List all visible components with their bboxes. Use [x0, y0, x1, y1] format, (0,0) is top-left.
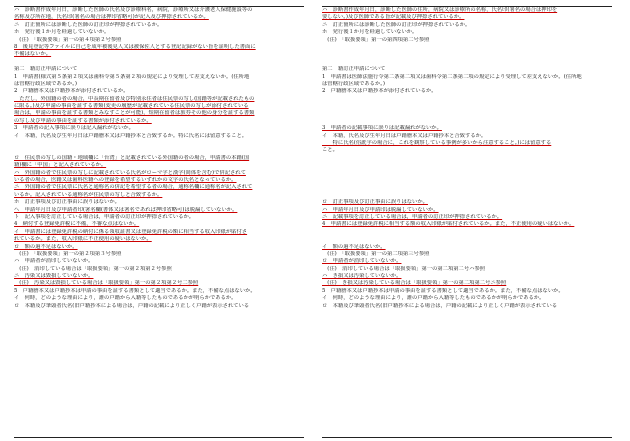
- right-line-text: (注) 消印している場合は「取扱要領」第一の第二項第二号ハ参照: [322, 265, 486, 272]
- left-line: [14, 162, 304, 169]
- right-line: [322, 192, 612, 199]
- right-line-text: イ 何時，どのような理由により，誰の戸籍から入籍等したものであるかが明らかであるか。: [322, 295, 545, 302]
- left-line: [14, 29, 304, 36]
- right-line: [322, 258, 612, 265]
- left-line: [14, 103, 304, 110]
- left-line-text: 場合は，申請の事由を証する書類とみなすことが可能)，短期在留者は旅券その他の身分を証する書類: [14, 110, 255, 117]
- left-line: [14, 288, 304, 295]
- right-line-text: ロ 本籍及び筆頭者氏名(旧戸籍抄本による場合は，戸籍の記載により正しく戸籍が表示されている: [322, 302, 558, 309]
- right-line: [322, 236, 612, 243]
- right-line: [322, 170, 612, 177]
- left-line-text: ニ 訂正箇所には診断した医師の訂正印が押捺されているか。: [14, 21, 163, 28]
- left-line: [14, 295, 304, 302]
- right-line-text: 1 申請書は医師法施行令第二条第二項又は歯科令第二条第二項の規定により受理して差支えないか。(住所地: [322, 73, 582, 80]
- left-line: [14, 303, 304, 310]
- left-line-text: (注) 汚染又は毀損している場合は「取扱要領」第一の第２項第２号二参照: [14, 280, 199, 287]
- left-line-text: ニ 汚染又は毀損していないか。: [14, 273, 94, 280]
- left-line: [14, 147, 304, 154]
- left-line-text: 3 申請者の記入事項に誤りは記入漏れがないか。: [14, 125, 134, 132]
- left-line: [14, 7, 304, 14]
- right-line-text: 3 申請者の記載事項に誤りは記載漏れがないか。: [322, 125, 442, 132]
- right-line: [322, 147, 612, 154]
- right-line: [322, 59, 612, 66]
- right-line-text: 2 戸籍謄本又は戸籍抄本が添付されているか。: [322, 88, 437, 95]
- left-line-text: ハ 診断書作成年月日，診断した医師の氏名及び診療科名，病院，診療所又は介護老人保健施設等の: [14, 7, 253, 13]
- left-line-text: ホ 発行後１か月を経過していないか。: [14, 29, 110, 36]
- right-line: [322, 22, 612, 29]
- right-line: [322, 110, 612, 117]
- left-line-text: 名称及び所在地，氏名印(署名の場合は押印省略可)が記入及び押捺されているか。: [14, 14, 209, 21]
- left-line: [14, 251, 304, 258]
- right-line: [322, 44, 612, 51]
- right-line-text: ハ 申請年月日及び申請印は脱漏していないか。: [322, 206, 439, 213]
- left-line: [14, 96, 304, 103]
- left-line: [14, 51, 304, 58]
- right-line: [322, 280, 612, 287]
- left-line-text: へ 申請年月日及び申請者印(署名欄(書体又は署名であれば押印省略可)は脱漏していないか。: [14, 206, 238, 213]
- left-line: [14, 66, 304, 73]
- right-line: [322, 221, 612, 228]
- right-line-text: イ 本籍，氏名及び生年月日は戸籍謄本又は戸籍抄本と合致するか。: [322, 132, 487, 139]
- right-line: [322, 96, 612, 103]
- right-line-text: ロ 申請者が消印していないか。: [322, 258, 402, 265]
- right-line-text: (注) き損又は汚染している場合は「取扱要領」第一の第二項第二号ニ参照: [322, 280, 507, 287]
- right-line: [322, 207, 612, 214]
- left-line: [14, 221, 304, 228]
- left-line: [14, 155, 304, 162]
- right-line: [322, 140, 612, 147]
- left-line-text: 4 納付する登録免許税に不備，不審な点はないか。: [14, 221, 140, 228]
- left-line-text: イ 何時，どのような理由により，誰の戸籍から入籍等したものであるかが明らかであるか。: [14, 295, 237, 302]
- left-line: [14, 236, 304, 243]
- right-line-text: (注) 「取扱要領」第一の第四項第二号参照: [322, 36, 430, 43]
- left-line-text: 2 戸籍謄本又は戸籍抄本が添付されているか。: [14, 88, 129, 95]
- right-line: [322, 303, 612, 310]
- left-line-text: 不備はないか。: [14, 51, 52, 58]
- right-line: [322, 295, 612, 302]
- left-line: [14, 37, 304, 44]
- right-line-text: 第二 籍訂正申請について: [322, 66, 386, 73]
- right-line: [322, 155, 612, 162]
- right-line-text: 4 申請書には登録免許税に相当する額の収入印紙が貼付されているか。また，不正使用の疑いはないか。: [322, 221, 575, 228]
- right-line-text: ロ 訂正事項及び訂正事由に誤りはないか。: [322, 199, 428, 206]
- left-line-text: いるか。記入されている通称名が住民票の写しと合致するか。: [14, 191, 163, 198]
- left-line: [14, 133, 304, 140]
- left-line-text: れているか。また，収入印紙に不正使用の疑いはないか。: [14, 236, 152, 243]
- right-line: [322, 199, 612, 206]
- left-line: [14, 280, 304, 287]
- right-line: [322, 162, 612, 169]
- right-line: [322, 229, 612, 236]
- left-line: [14, 273, 304, 280]
- left-line: [14, 81, 304, 88]
- right-line-text: ハ き損又は汚染していないか。: [322, 273, 402, 280]
- left-line-text: ロ 本籍及び筆頭者氏名(旧戸籍抄本による場合は，戸籍の記載により正しく戸籍が表示されている: [14, 302, 250, 309]
- right-column-current-text: [322, 6, 612, 438]
- left-line-text: イ 本籍，氏名及び生年月日は戸籍謄本又は戸籍抄本と合致するか。特に氏名には留意すること。: [14, 132, 248, 139]
- right-line: [322, 251, 612, 258]
- left-line: [14, 184, 304, 191]
- left-line: [14, 199, 304, 206]
- right-line-text: こと。: [322, 147, 338, 154]
- right-line: [322, 184, 612, 191]
- right-line: [322, 118, 612, 125]
- left-line-text: は管轄行政区域であるか。): [14, 80, 77, 87]
- right-line-text: イ 額の過不足はないか。: [322, 243, 386, 250]
- left-line-text: (注) 消印している場合は「取扱要領」第一の第２項第２号参照: [14, 265, 172, 272]
- left-line-text: ロ 住民票の写しの国籍・地域欄に「台湾」と記載されている外国籍の者の場合，申請書の本籍(国: [14, 154, 250, 161]
- right-line: [322, 7, 612, 14]
- right-line: [322, 74, 612, 81]
- left-line-text: ト 記入事項を訂正している場合は，申請者の訂正印が押捺されているか。: [14, 213, 195, 220]
- right-line: [322, 81, 612, 88]
- right-line: [322, 14, 612, 21]
- right-line: [322, 29, 612, 36]
- left-line-text: ハ 外国籍の者で住民票の写しに記載されている氏名がローマ字と漢字(简体を含む)で併記されて: [14, 169, 246, 176]
- left-line-text: 第二 籍訂正申請について: [14, 66, 78, 73]
- left-line: [14, 88, 304, 95]
- left-line: [14, 244, 304, 251]
- left-line-text: ホ 訂正事項及び訂正事由に誤りはないか。: [14, 199, 120, 206]
- left-line-text: 8 後見登記等ファイルに自己を成年被後見人又は被保佐人とする登記記録がない旨を証明した書面に: [14, 43, 256, 50]
- left-line: [14, 74, 304, 81]
- left-line: [14, 170, 304, 177]
- left-line-text: ロ 額の過不足はないか。: [14, 243, 78, 250]
- left-line-text: 1 申請書(様式第５条第２項又は歯科令第５条第２項の規定により受理して差支えないか。(住所地: [14, 73, 250, 80]
- left-line: [14, 118, 304, 125]
- right-line: [322, 125, 612, 132]
- left-line: [14, 44, 304, 51]
- left-line: [14, 266, 304, 273]
- right-line-text: (注) 「取扱要領」第一の第二項第三号参照: [322, 250, 430, 257]
- left-line-text: ハ 申請者が消印していないか。: [14, 258, 94, 265]
- right-line-text: ニ 訂正箇所には診断した医師の訂正印が押捺されているか。: [322, 21, 471, 28]
- left-line-text: ニ 外国籍の者で住民票に氏名と通称名の併記を希望する者の場合，通称名欄に通称名が記入されて: [14, 184, 253, 191]
- right-line-text: 要しない。)及び医師である旨が記載及び押捺されているか。: [322, 14, 465, 21]
- left-line-text: いる者の場合，医籍又は歯科医籍への登録を希望するいずれかの文字の氏名となっているか。: [14, 176, 237, 183]
- right-line: [322, 133, 612, 140]
- left-line-text: (注) 「取扱要領」第一の第４項第２号参照: [14, 36, 122, 43]
- right-line: [322, 177, 612, 184]
- right-line: [322, 88, 612, 95]
- right-line-text: ニ 記載事項を訂正している場合は，申請者の訂正印が押捺されているか。: [322, 213, 503, 220]
- left-line: [14, 140, 304, 147]
- right-line: [322, 288, 612, 295]
- left-line-text: 籍)欄に「中国」と記入されているか。: [14, 162, 107, 169]
- right-line: [322, 244, 612, 251]
- left-line: [14, 229, 304, 236]
- left-line: [14, 192, 304, 199]
- right-line: [322, 51, 612, 58]
- right-line-text: 特に氏名(俗訛字の場合に，これを観察している事例が多いから注意すること。)には留意する: [322, 140, 552, 147]
- left-line-text: 5 戸籍謄本又は戸籍抄本は申請の事由を証する書類として適当であるか。また，不備な点はないか。: [14, 287, 256, 294]
- left-column-revised-text: [14, 6, 304, 438]
- right-line-text: は管轄行政区域であるか。): [322, 80, 385, 87]
- right-line-text: ハ 診断書作成年月日，診断した医師の住所，病院又は診療所の名称，氏名印(署名の場合は押印を: [322, 7, 558, 13]
- left-line: [14, 110, 304, 117]
- left-line: [14, 14, 304, 21]
- left-line-text: に限る。)及び申請の事由を証する書類(変更の履歴が記載されている住民票の写しが添付されている: [14, 103, 249, 110]
- left-line-text: (注) 「取扱要領」第一の第２項第３号参照: [14, 250, 122, 257]
- right-line: [322, 66, 612, 73]
- right-line: [322, 103, 612, 110]
- right-line: [322, 37, 612, 44]
- left-line: [14, 177, 304, 184]
- left-line: [14, 22, 304, 29]
- right-line: [322, 273, 612, 280]
- left-line: [14, 214, 304, 221]
- left-line-text: ただし，外国籍の者の場合，中長期在留者及び特別永住者は住民票の写し(国籍等が記載されたもの: [14, 95, 255, 102]
- right-line: [322, 214, 612, 221]
- right-line-text: ホ 発行後１か月を経過していないか。: [322, 29, 418, 36]
- left-line-text: の写し及び申請の事由を証する書類が添付されているか。: [14, 117, 152, 124]
- left-line: [14, 207, 304, 214]
- right-line: [322, 266, 612, 273]
- left-line: [14, 125, 304, 132]
- right-line-text: 5 戸籍謄本又は戸籍抄本は申請の事由を証する書類として適当であるか。また，不備な点はないか。: [322, 287, 564, 294]
- left-line: [14, 59, 304, 66]
- left-line: [14, 258, 304, 265]
- left-line-text: イ 申請書には登録免許税の納付に係る領収証書又は登録免許税の額に相当する収入印紙が貼付さ: [14, 228, 248, 235]
